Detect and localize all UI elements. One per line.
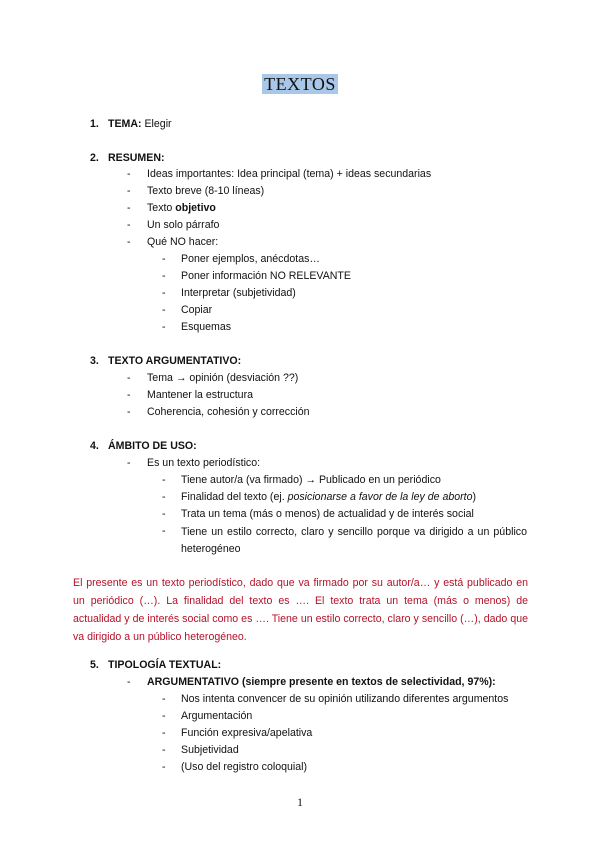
list-item: Un solo párrafo (147, 219, 220, 231)
title-text: TEXTOS (264, 74, 336, 94)
list-item: Es un texto periodístico: (147, 457, 261, 469)
section-label: TIPOLOGÍA TEXTUAL: (108, 659, 222, 671)
sub-list-item: Nos intenta convencer de su opinión utilizando diferentes argumentos (181, 693, 509, 705)
bullet-dash: - (162, 491, 166, 503)
bullet-dash: - (162, 474, 166, 486)
list-item-text: Texto (147, 202, 176, 214)
bullet-dash: - (127, 219, 131, 231)
list-item-italic: posicionarse a favor de la ley de aborto (287, 491, 473, 503)
list-item: Qué NO hacer: (147, 236, 219, 248)
section-number: 4. (90, 440, 99, 452)
bullet-dash: - (162, 727, 166, 739)
list-item-text: Finalidad del texto (ej. (181, 491, 288, 503)
bullet-dash: - (162, 304, 166, 316)
section-5-heading (90, 659, 221, 671)
sub-list-item: Poner ejemplos, anécdotas… (181, 253, 320, 265)
sub-list-item: Esquemas (181, 321, 232, 333)
bullet-dash: - (162, 761, 166, 773)
bullet-dash: - (162, 270, 166, 282)
sub-list-item: Copiar (181, 304, 213, 316)
bullet-dash: - (127, 185, 131, 197)
list-item: Texto breve (8-10 líneas) (147, 185, 265, 197)
sub-list-item: Función expresiva/apelativa (181, 727, 313, 739)
sub-list-item: Interpretar (subjetividad) (181, 287, 296, 299)
section-number: 5. (90, 659, 99, 671)
bullet-dash: - (127, 236, 131, 248)
section-number: 2. (90, 152, 99, 164)
bullet-dash: - (127, 676, 131, 688)
section-label: ÁMBITO DE USO: (108, 440, 197, 452)
section-1-heading (90, 118, 172, 130)
list-item: Mantener la estructura (147, 389, 253, 401)
list-item (147, 202, 216, 214)
bullet-dash: - (127, 389, 131, 401)
bullet-dash: - (162, 525, 166, 537)
bullet-dash: - (162, 287, 166, 299)
summary-paragraph: El presente es un texto periodístico, dado que va firmado por su autor/a… y está publicado en un periódico (…). La finalidad del texto es …. El texto trata un tema (más o menos) de actualidad y de interés social como es …. Tiene un estilo correcto, claro y sencillo (…), dado que va dirigido a un público heterogéneo. (73, 577, 528, 643)
bullet-dash: - (162, 744, 166, 756)
sub-list-item: Subjetividad (181, 744, 239, 756)
list-item: ARGUMENTATIVO (siempre presente en textos de selectividad, 97%): (147, 676, 496, 688)
section-4-heading (90, 440, 197, 452)
list-item: Coherencia, cohesión y corrección (147, 406, 310, 418)
list-item-bold: objetivo (175, 202, 216, 214)
document-title (0, 74, 600, 95)
bullet-dash: - (127, 457, 131, 469)
bullet-dash: - (162, 508, 166, 520)
section-3-heading (90, 355, 241, 367)
sub-list-item: Tiene autor/a (va firmado) → Publicado en un periódico (181, 474, 441, 486)
sub-list-item: Tiene un estilo correcto, claro y sencillo porque va dirigido a un público heterogéneo (181, 526, 527, 555)
list-item: Ideas importantes: Idea principal (tema) + ideas secundarias (147, 168, 432, 180)
section-label: RESUMEN: (108, 152, 165, 164)
bullet-dash: - (127, 372, 131, 384)
bullet-dash: - (162, 710, 166, 722)
bullet-dash: - (162, 253, 166, 265)
sub-list-item: (Uso del registro coloquial) (181, 761, 308, 773)
section-2-heading (90, 152, 165, 164)
bullet-dash: - (127, 202, 131, 214)
sub-list-item: Trata un tema (más o menos) de actualidad y de interés social (181, 508, 474, 520)
list-item: Tema → opinión (desviación ??) (147, 372, 299, 384)
page-number: 1 (297, 795, 303, 809)
list-item-text: ) (472, 491, 477, 503)
sub-list-item (181, 491, 476, 503)
section-number: 3. (90, 355, 99, 367)
section-label: TEXTO ARGUMENTATIVO: (108, 355, 242, 367)
bullet-dash: - (162, 321, 166, 333)
bullet-dash: - (127, 168, 131, 180)
section-label: TEMA: (108, 118, 142, 130)
section-value: Elegir (141, 118, 172, 130)
sub-list-item: Argumentación (181, 710, 253, 722)
bullet-dash: - (162, 693, 166, 705)
section-number: 1. (90, 118, 99, 130)
bullet-dash: - (127, 406, 131, 418)
sub-list-item: Poner información NO RELEVANTE (181, 270, 351, 282)
